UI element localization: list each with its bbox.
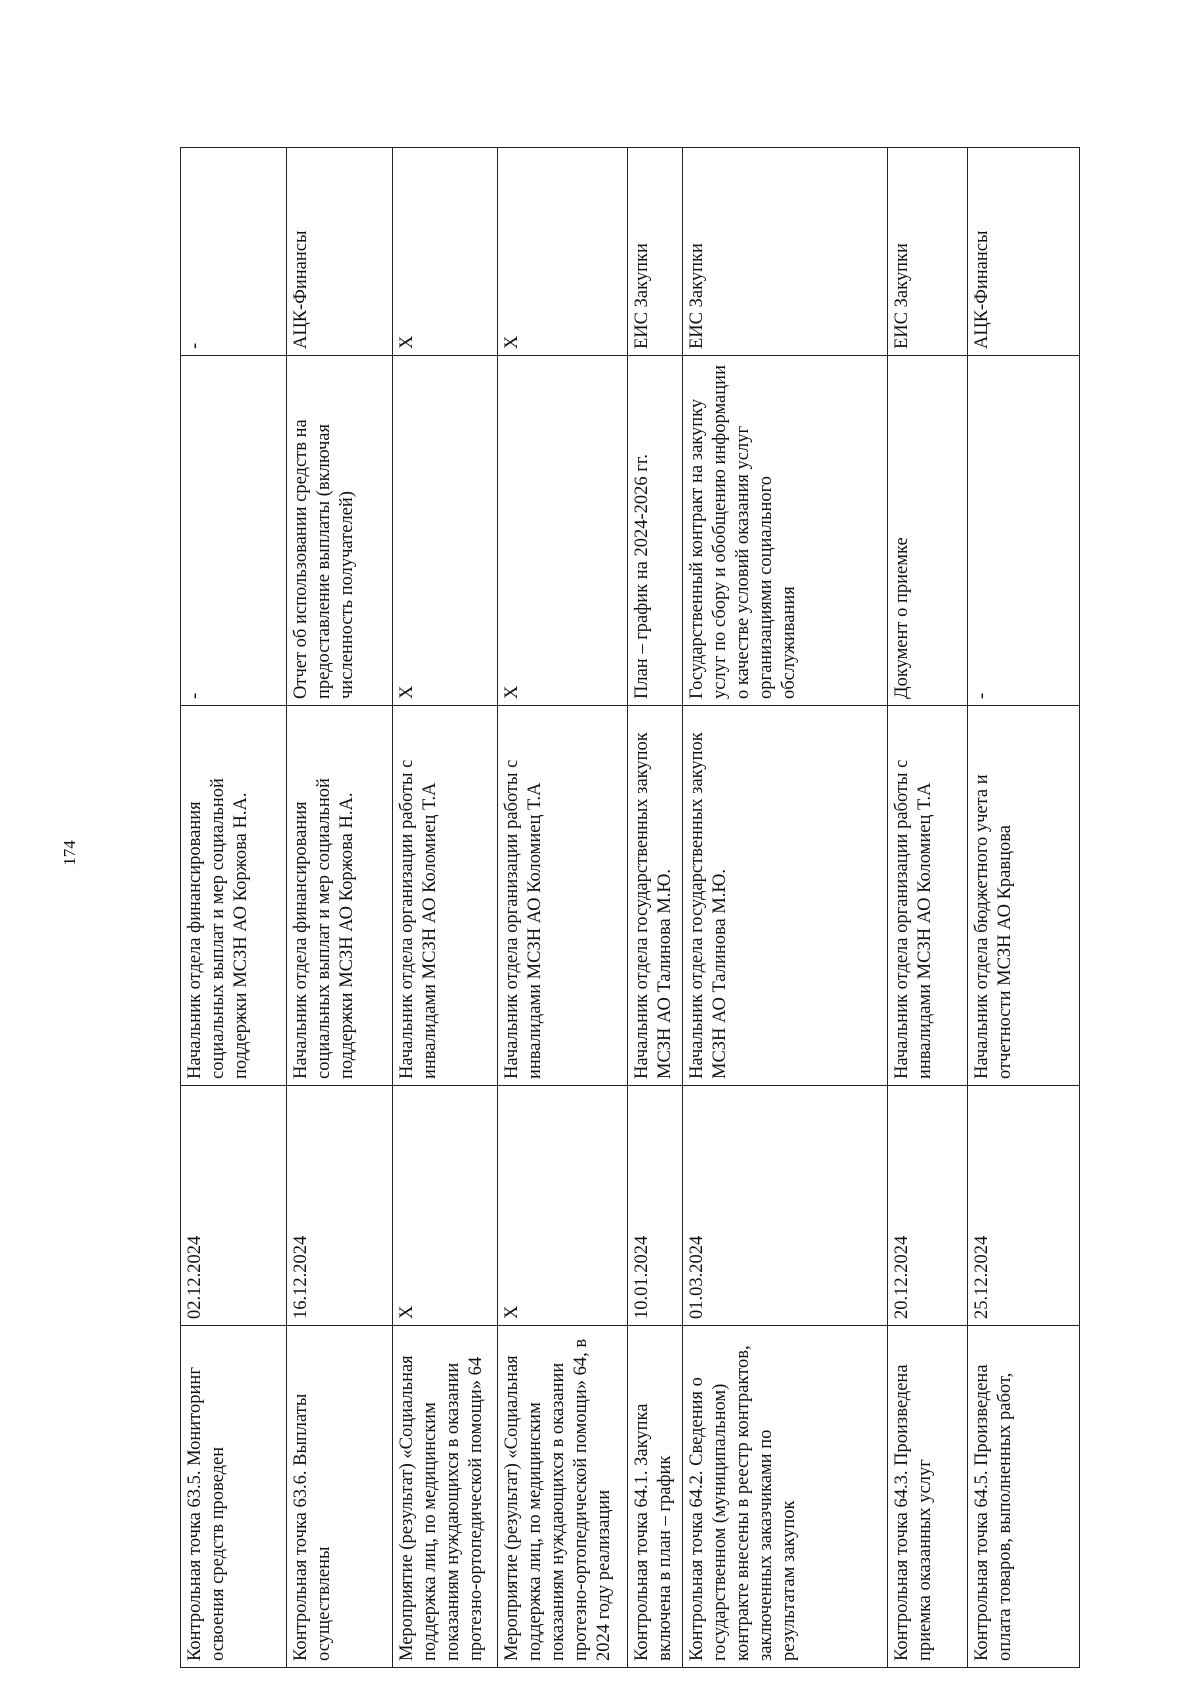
system-cell: Х — [393, 148, 498, 356]
page-number: 174 — [60, 840, 79, 866]
system-cell: - — [181, 148, 287, 356]
responsible-cell: Начальник отдела государственных закупок МСЗН АО Талинова М.Ю. — [628, 706, 683, 1086]
result-cell: - — [181, 356, 287, 706]
result-cell: Документ о приемке — [888, 356, 968, 706]
table-row — [498, 148, 628, 1668]
result-cell: Х — [498, 356, 628, 706]
system-cell: Х — [498, 148, 628, 356]
date-cell: Х — [393, 1086, 498, 1326]
responsible-cell: Начальник отдела финансирования социальных выплат и мер социальной поддержки МСЗН АО Коржова Н.А. — [181, 706, 287, 1086]
event-cell: Контрольная точка 64.2. Сведения о государственном (муниципальном) контракте внесены в реестр контрактов, заключенных заказчиками по результатам закупок — [683, 1326, 888, 1668]
system-cell: ЕИС Закупки — [683, 148, 888, 356]
result-cell: Х — [393, 356, 498, 706]
result-cell: Отчет об использовании средств на предоставление выплаты (включая численность получателей) — [287, 356, 393, 706]
date-cell: 01.03.2024 — [683, 1086, 888, 1326]
table-row — [968, 148, 1080, 1668]
table-row — [683, 148, 888, 1668]
event-cell: Контрольная точка 64.3. Произведена приемка оказанных услуг — [888, 1326, 968, 1668]
document-table-container — [180, 148, 1079, 1668]
responsible-cell: Начальник отдела государственных закупок МСЗН АО Талинова М.Ю. — [683, 706, 888, 1086]
event-cell: Контрольная точка 63.5. Мониторинг освоения средств проведен — [181, 1326, 287, 1668]
system-cell: ЕИС Закупки — [628, 148, 683, 356]
system-cell: АЦК-Финансы — [968, 148, 1080, 356]
date-cell: 25.12.2024 — [968, 1086, 1080, 1326]
table-row — [181, 148, 287, 1668]
date-cell: 16.12.2024 — [287, 1086, 393, 1326]
date-cell: Х — [498, 1086, 628, 1326]
table-row — [287, 148, 393, 1668]
date-cell: 20.12.2024 — [888, 1086, 968, 1326]
date-cell: 02.12.2024 — [181, 1086, 287, 1326]
system-cell: ЕИС Закупки — [888, 148, 968, 356]
result-cell: План – график на 2024-2026 гг. — [628, 356, 683, 706]
event-cell: Мероприятие (результат) «Социальная поддержка лиц, по медицинским показаниям нуждающихся в оказании протезно-ортопедической помощи» 64 — [393, 1326, 498, 1668]
control-points-table — [180, 147, 1080, 1668]
date-cell: 10.01.2024 — [628, 1086, 683, 1326]
event-cell: Контрольная точка 64.5. Произведена оплата товаров, выполненных работ, — [968, 1326, 1080, 1668]
responsible-cell: Начальник отдела организации работы с инвалидами МСЗН АО Коломиец Т.А — [888, 706, 968, 1086]
event-cell: Контрольная точка 64.1. Закупка включена в план – график — [628, 1326, 683, 1668]
result-cell: - — [968, 356, 1080, 706]
responsible-cell: Начальник отдела бюджетного учета и отчетности МСЗН АО Кравцова — [968, 706, 1080, 1086]
responsible-cell: Начальник отдела организации работы с инвалидами МСЗН АО Коломиец Т.А — [498, 706, 628, 1086]
table-row — [628, 148, 683, 1668]
responsible-cell: Начальник отдела финансирования социальных выплат и мер социальной поддержки МСЗН АО Коржова Н.А. — [287, 706, 393, 1086]
system-cell: АЦК-Финансы — [287, 148, 393, 356]
table-row — [393, 148, 498, 1668]
table-row — [888, 148, 968, 1668]
event-cell: Контрольная точка 63.6. Выплаты осуществлены — [287, 1326, 393, 1668]
event-cell: Мероприятие (результат) «Социальная поддержка лиц, по медицинским показаниям нуждающихся в оказании протезно-ортопедической помощи» 64, в 2024 году реализации — [498, 1326, 628, 1668]
responsible-cell: Начальник отдела организации работы с инвалидами МСЗН АО Коломиец Т.А — [393, 706, 498, 1086]
result-cell: Государственный контракт на закупку услуг по сбору и обобщению информации о качестве условий оказания услуг организациями социального обслуживания — [683, 356, 888, 706]
